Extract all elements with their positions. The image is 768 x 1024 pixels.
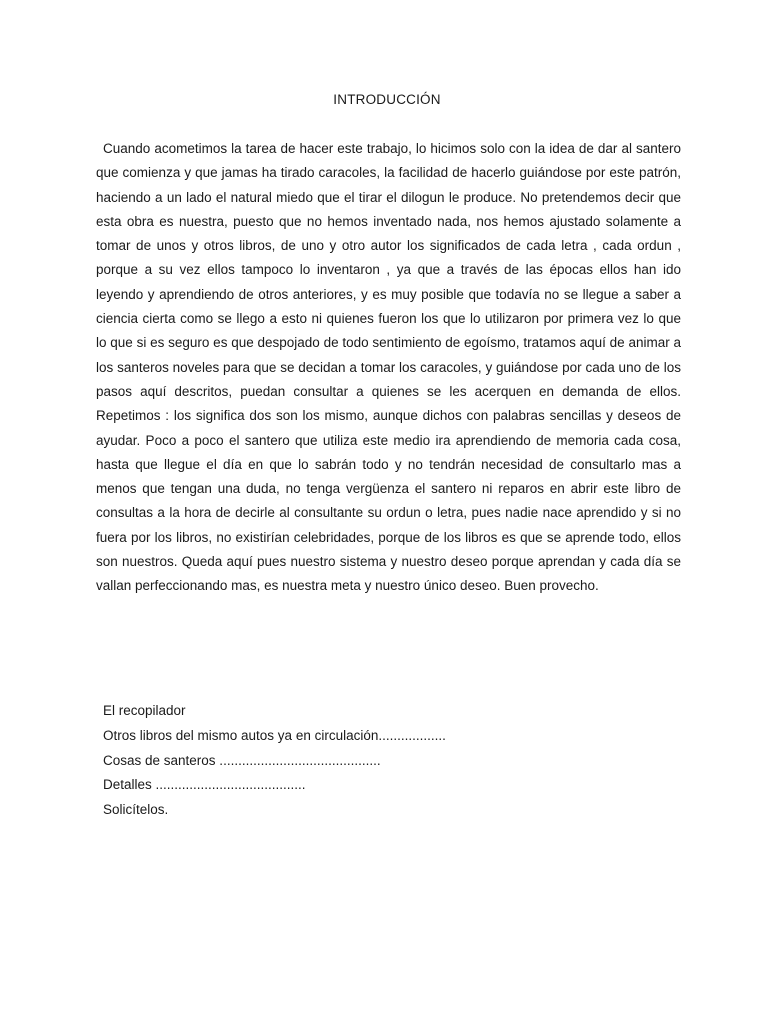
author-line: El recopilador [103,703,186,718]
signoff-block [103,699,663,823]
other-books-line: Otros libros del mismo autos ya en circulación.................. [103,727,446,743]
closing-line: Solicítelos. [103,802,169,818]
introduction-paragraph: Cuando acometimos la tarea de hacer este trabajo, lo hicimos solo con la idea de dar al santero que comienza y que jamas ha tirado caracoles, la facilidad de hacerlo guiándose por este patrón, haciendo a un lado el natural miedo que el tirar el dilogun le produce. No pretendemos decir que esta obra es nuestra, puesto que no hemos inventado nada, nos hemos ajustado solamente a tomar de unos y otros libros, de uno y otro autor los significados de cada letra , cada ordun , porque a su vez ellos tampoco lo inventaron , ya que a través de las épocas ellos han ido leyendo y aprendiendo de otros anteriores, y es muy posible que todavía no se llegue a saber a ciencia cierta como se llego a esto ni quienes fueron los que lo utilizaron por primera vez lo que lo que si es seguro es que despojado de todo sentimiento de egoísmo, tratamos aquí de animar a los santeros noveles para que se decidan a tomar los caracoles, y guiándose por cada uno de los pasos aquí descritos, puedan consultar a quienes se les acerquen en demanda de ellos. Repetimos : los significa dos son los mismo, aunque dichos con palabras sencillas y deseos de ayudar. Poco a poco el santero que utiliza este medio ira aprendiendo de memoria cada cosa, hasta que llegue el día en que lo sabrán todo y no tendrán necesidad de consultarlo mas a menos que tengan una duda, no tenga vergüenza el santero ni reparos en abrir este libro de consultas a la hora de decirle al consultante su ordun o letra, pues nadie nace aprendido y si no fuera por los libros, no existirían celebridades, porque de los libros es que se aprende todo, ellos son nuestros. Queda aquí pues nuestro sistema y nuestro deseo porque aprendan y cada día se vallan perfeccionando mas, es nuestra meta y nuestro único deseo. Buen provecho. [96,141,681,594]
book-title-line: Detalles ........................................ [103,777,306,793]
book-title-line: Cosas de santeros ........................................... [103,752,381,768]
document-title: INTRODUCCIÓN [333,92,441,107]
